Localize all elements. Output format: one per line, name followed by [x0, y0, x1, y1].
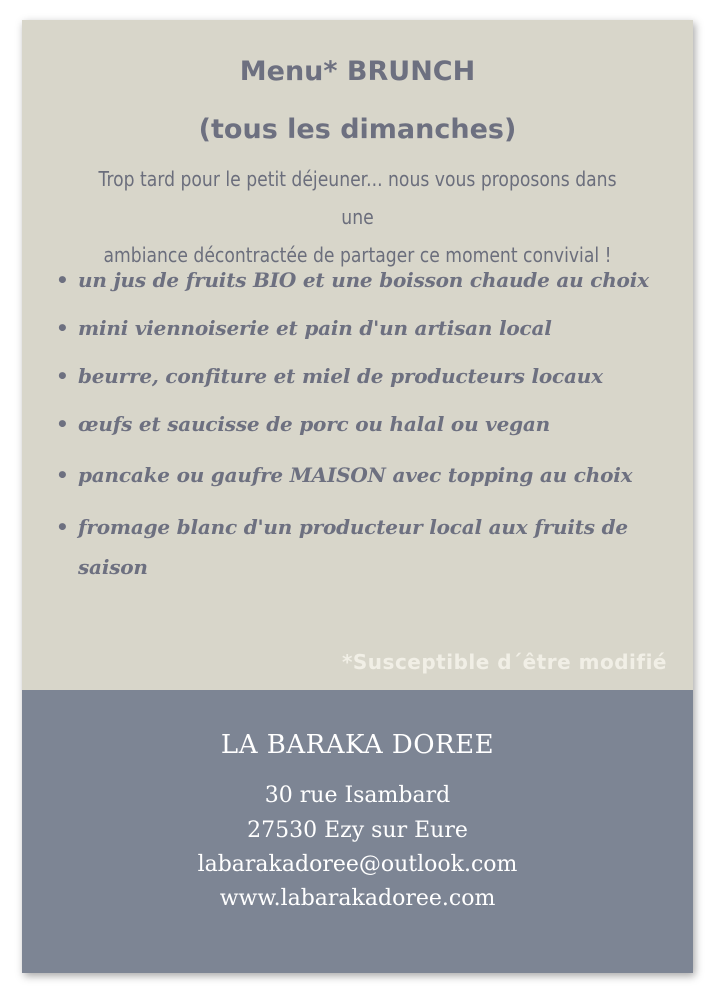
- bullet-icon: •: [56, 268, 69, 292]
- menu-subtitle: (tous les dimanches): [198, 114, 517, 145]
- menu-item-text: pancake ou gaufre MAISON avec topping au choix: [78, 463, 633, 487]
- menu-item-text: beurre, confiture et miel de producteurs locaux: [78, 364, 603, 388]
- menu-title: Menu* BRUNCH: [239, 56, 476, 87]
- menu-item: [54, 404, 674, 444]
- website-address: www.labarakadoree.com: [219, 886, 496, 911]
- restaurant-name: LA BARAKA DOREE: [220, 730, 495, 760]
- bullet-icon: •: [56, 515, 69, 539]
- bullet-icon: •: [56, 364, 69, 388]
- address-city: 27530 Ezy sur Eure: [247, 818, 468, 843]
- menu-item: [54, 452, 674, 499]
- bullet-icon: •: [56, 316, 69, 340]
- menu-item-text: œufs et saucisse de porc ou halal ou vegan: [78, 412, 551, 436]
- menu-items-list: [54, 260, 674, 587]
- menu-item-text: fromage blanc d'un producteur local aux fruits de saison: [78, 515, 628, 579]
- address-street: 30 rue Isambard: [264, 783, 451, 808]
- bullet-icon: •: [56, 463, 69, 487]
- email-address: labarakadoree@outlook.com: [197, 852, 518, 877]
- menu-item-text: un jus de fruits BIO et une boisson chaude au choix: [78, 268, 649, 292]
- intro-text: [86, 160, 629, 274]
- intro-line-1: Trop tard pour le petit déjeuner... nous vous proposons dans une: [98, 167, 617, 229]
- intro-line-2: ambiance décontractée de partager ce moment convivial !: [103, 243, 612, 267]
- disclaimer-note: *Susceptible d´être modifié: [341, 650, 667, 674]
- menu-section: [22, 20, 693, 690]
- menu-card: [22, 20, 693, 973]
- menu-item: [54, 260, 674, 300]
- menu-item: [54, 507, 674, 587]
- bullet-icon: •: [56, 412, 69, 436]
- menu-item-text: mini viennoiserie et pain d'un artisan local: [78, 316, 552, 340]
- menu-item: [54, 308, 674, 348]
- menu-item: [54, 356, 674, 396]
